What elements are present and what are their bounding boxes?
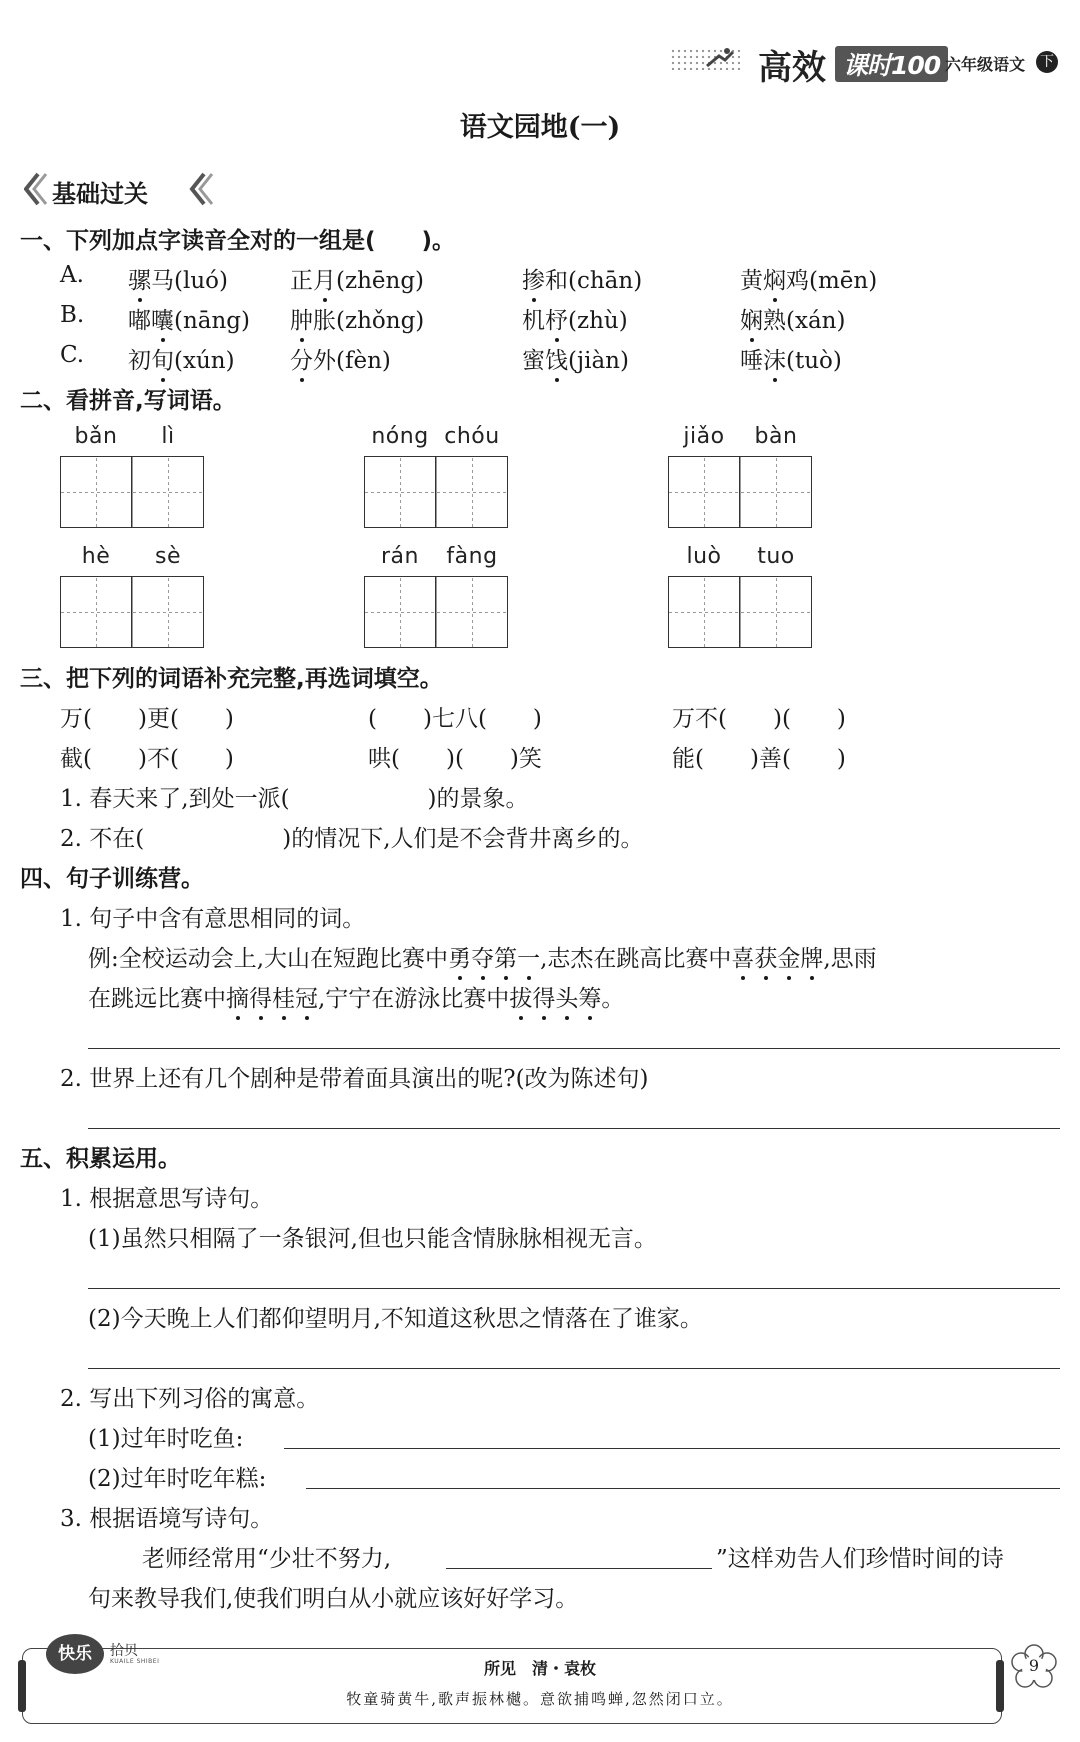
s5-question-3: 3. 根据语境写诗句。 [60,1506,274,1532]
pinyin-syllable: lì [161,424,175,449]
runner-logo-icon [705,46,735,72]
idiom-3: 万不( )( ) [672,706,846,732]
s3-heading: 三、把下列的词语补充完整,再选词填空。 [20,666,443,692]
dotted-char: 肿 [290,302,313,335]
dotted-char: 夺 [471,940,494,973]
section-badge [24,170,214,208]
shell-sublabel: KUAILE SHIBEI [110,1658,160,1665]
dotted-char: 杼 [545,302,568,335]
answer-line[interactable] [88,1368,1060,1369]
example-dotted-word [448,946,540,972]
example-text: 。 [601,986,625,1012]
answer-line[interactable] [88,1048,1060,1049]
dotted-char: 摘 [226,980,249,1013]
option-text: 初 [128,348,151,374]
pinyin-syllable: rán [381,544,419,569]
pinyin-syllable: hè [81,544,111,569]
answer-line[interactable] [88,1128,1060,1129]
s5-question-3a: 老师经常用“少壮不努力, [142,1546,392,1572]
pinyin-syllable: bǎn [74,424,118,449]
example-text: ,思雨 [823,946,877,972]
dotted-char: 第 [494,940,517,973]
dotted-char: 旬 [151,342,174,375]
s4-heading: 四、句子训练营。 [20,866,204,892]
option-word [740,302,845,335]
writing-grid[interactable] [668,576,812,648]
brand-sub: 课时100 [835,46,948,82]
s5-question-1b: (2)今天晚上人们都仰望明月,不知道这秋思之情落在了谁家。 [88,1306,703,1332]
option-text: 唾 [740,348,763,374]
dotted-char: 得 [249,980,272,1013]
dotted-char: 焖 [763,262,786,295]
option-text: 鸡(mēn) [786,268,878,294]
writing-grid[interactable] [60,576,204,648]
dotted-char: 桂 [272,980,295,1013]
volume-badge: 下 [1036,51,1058,73]
example-text: 例:全校运动会上,大山在短跑比赛中 [88,946,449,972]
page-title: 语文园地(一) [459,112,621,143]
grade-label: 六年级语文 [945,55,1026,74]
example-line-1 [88,940,877,973]
dotted-char: 骡 [128,262,151,295]
poem-title: 所见 清・袁枚 [483,1659,596,1678]
pinyin-syllable: sè [155,544,181,569]
example-text: ,宁宁在游泳比赛中 [318,986,510,1012]
option-label: C. [60,342,85,368]
dotted-char: 筹 [578,980,601,1013]
option-text: 机 [522,308,545,334]
s4-question-1: 1. 句子中含有意思相同的词。 [60,906,366,932]
s4-question-2: 2. 世界上还有几个剧种是带着面具演出的呢?(改为陈述句) [60,1066,649,1092]
badge-label: 基础过关 [52,180,148,208]
example-line-2 [88,980,624,1013]
option-word [522,262,642,295]
option-word [740,262,877,295]
idiom-5: 哄( )( )笑 [368,746,542,772]
dotted-char: 勇 [448,940,471,973]
shell-label: 拾贝 [110,1643,138,1659]
dotted-char: 月 [313,262,336,295]
writing-grid[interactable] [364,576,508,648]
dotted-char: 饯 [545,342,568,375]
option-label: A. [60,262,84,288]
answer-line[interactable] [88,1288,1060,1289]
pinyin-syllable: luò [686,544,722,569]
dotted-char: 拔 [509,980,532,1013]
s5-question-2: 2. 写出下列习俗的寓意。 [60,1386,320,1412]
brand-main: 高效 [758,48,826,88]
dotted-char: 喜 [731,940,754,973]
option-word [128,302,250,335]
s5-question-1a: (1)虽然只相隔了一条银河,但也只能含情脉脉相视无言。 [88,1226,657,1252]
pinyin-syllable: bàn [754,424,798,449]
pinyin-syllable: fàng [446,544,498,569]
dotted-char: 冠 [295,980,318,1013]
idiom-1: 万( )更( ) [60,706,234,732]
dotted-char: 牌 [800,940,823,973]
idiom-6: 能( )善( ) [672,746,846,772]
option-text: (nāng) [174,308,251,334]
option-label: B. [60,302,85,328]
dotted-char: 得 [532,980,555,1013]
dotted-char: 掺 [522,262,545,295]
option-text: (xún) [174,348,235,374]
writing-grid[interactable] [60,456,204,528]
option-word [290,302,424,335]
option-text: 马(luó) [151,268,228,294]
option-text: 外(fèn) [313,348,391,374]
page-number: 9 [1028,1656,1040,1675]
option-text: 胀(zhǒng) [313,308,425,334]
answer-line[interactable] [306,1488,1060,1489]
option-text: (jiàn) [568,348,629,374]
answer-blank[interactable] [446,1568,712,1569]
answer-line[interactable] [284,1448,1060,1449]
dotted-char: 囔 [151,302,174,335]
option-text: 和(chān) [545,268,643,294]
happy-bubble: 快乐 [46,1634,104,1674]
option-word [290,342,391,375]
idiom-4: 截( )不( ) [60,746,234,772]
dotted-char: 分 [290,342,313,375]
s5-question-1: 1. 根据意思写诗句。 [60,1186,274,1212]
example-dotted-word [226,986,318,1012]
dotted-char: 娴 [740,302,763,335]
option-text: 嘟 [128,308,151,334]
example-dotted-word [509,986,601,1012]
s5-heading: 五、积累运用。 [20,1146,181,1172]
option-text: 正 [290,268,313,294]
option-word [128,262,228,295]
example-text: ,志杰在跳高比赛中 [540,946,732,972]
pinyin-syllable: tuo [757,544,795,569]
s5-question-3c: 句来教导我们,使我们明白从小就应该好好学习。 [88,1586,579,1612]
pinyin-syllable: jiǎo [683,424,725,449]
s3-question-1: 1. 春天来了,到处一派( )的景象。 [60,786,529,812]
writing-grid[interactable] [364,456,508,528]
example-dotted-word [731,946,823,972]
poem-body: 牧童骑黄牛,歌声振林樾。意欲捕鸣蝉,忽然闭口立。 [346,1690,734,1708]
option-word [290,262,424,295]
option-text: 熟(xán) [763,308,846,334]
dotted-char: 金 [777,940,800,973]
dotted-char: 一 [517,940,540,973]
s2-heading: 二、看拼音,写词语。 [20,388,236,414]
option-text: (tuò) [786,348,842,374]
s5-question-3b: ”这样劝告人们珍惜时间的诗 [716,1546,1004,1572]
s5-question-2b: (2)过年时吃年糕: [88,1466,267,1492]
option-word [522,302,628,335]
option-text: (zhēng) [336,268,425,294]
option-word [740,342,842,375]
option-text: 蜜 [522,348,545,374]
option-text: (zhù) [568,308,628,334]
s1-heading: 一、下列加点字读音全对的一组是( )。 [20,228,456,254]
option-word [522,342,629,375]
writing-grid[interactable] [668,456,812,528]
idiom-2: ( )七八( ) [368,706,542,732]
s3-question-2: 2. 不在( )的情况下,人们是不会背井离乡的。 [60,826,644,852]
option-text: 黄 [740,268,763,294]
example-text: 在跳远比赛中 [88,986,226,1012]
s5-question-2a: (1)过年时吃鱼: [88,1426,244,1452]
dotted-char: 头 [555,980,578,1013]
pinyin-syllable: nóng [371,424,429,449]
dotted-char: 沫 [763,342,786,375]
dotted-char: 获 [754,940,777,973]
option-word [128,342,235,375]
pinyin-syllable: chóu [444,424,500,449]
